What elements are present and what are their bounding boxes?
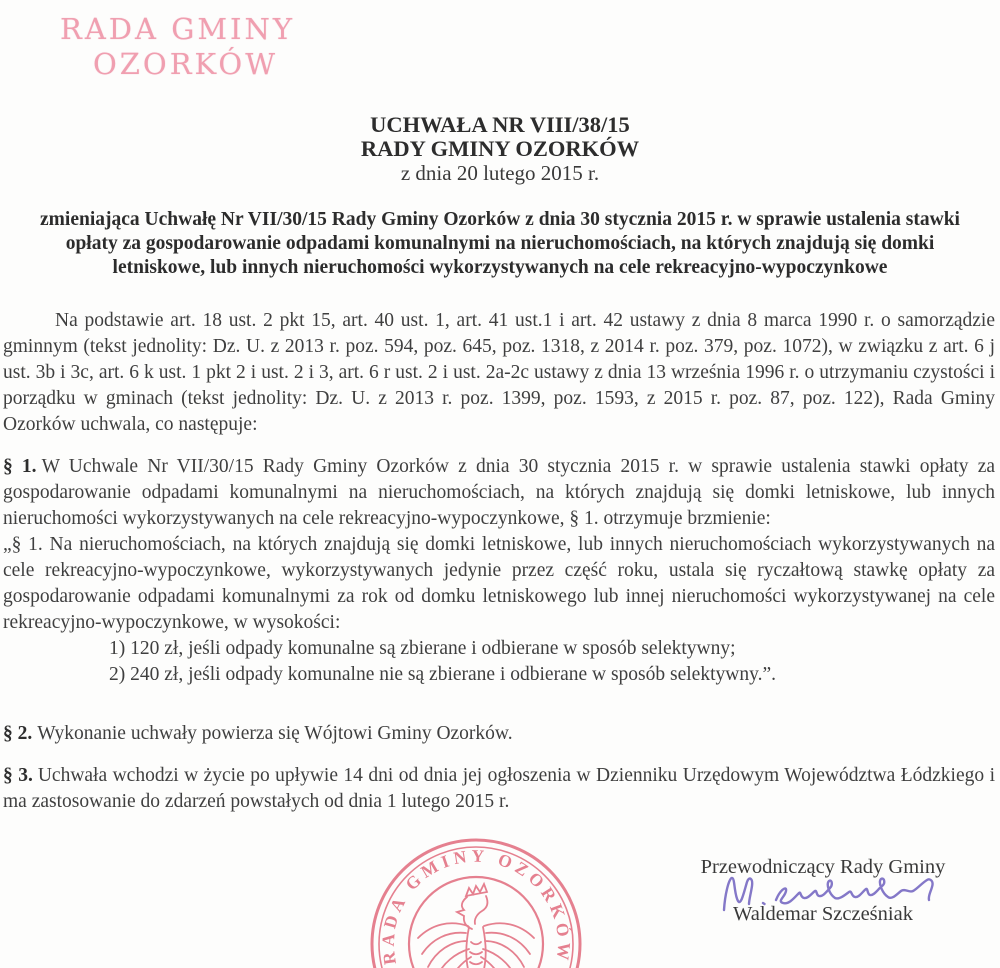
section-3-text: Uchwała wchodzi w życie po upływie 14 dni od dnia jej ogłoszenia w Dzienniku Urzędowym Województwa Łódzkiego i ma zastosowanie do zdarzeń powstałych od dnia 1 lutego 2015 r. bbox=[3, 765, 995, 812]
section-1-item-2: 2) 240 zł, jeśli odpady komunalne nie są zbierane i odbierane w sposób selektywny.”. bbox=[109, 664, 776, 685]
section-1-text: W Uchwale Nr VII/30/15 Rady Gminy Ozorków z dnia 30 stycznia 2015 r. w sprawie ustalenia stawki opłaty za gospodarowanie odpadami komunalnymi na nieruchomościach, na których znajdują się domki letniskowe, lub innych nieruchomości wykorzystywanych na cele rekreacyjno-wypoczynkowe, § 1. otrzymuje brzmienie: bbox=[3, 456, 996, 529]
section-3-label: § 3. bbox=[3, 765, 33, 786]
handwritten-signature bbox=[716, 870, 944, 916]
resolution-authority: RADY GMINY OZORKÓW bbox=[360, 136, 640, 161]
resolution-subject: zmieniająca Uchwałę Nr VII/30/15 Rady Gminy Ozorków z dnia 30 stycznia 2015 r. w sprawie ustalenia stawki opłaty za gospodarowanie odpadami komunalnymi na nieruchomościach, na których znajdują się domki letniskowe, lub innych nieruchomości wykorzystywanych na cele rekreacyjno-wypoczynkowe bbox=[40, 209, 960, 278]
section-2-label: § 2. bbox=[3, 723, 33, 744]
legal-basis-paragraph: Na podstawie art. 18 ust. 2 pkt 15, art. 40 ust. 1, art. 41 ust.1 i art. 42 ustawy z dnia 8 marca 1990 r. o samorządzie gminnym (tekst jednolity: Dz. U. z 2013 r. poz. 594, poz. 645, poz. 1318, z 2014 r. poz. 379, poz. 1072), w związku z art. 6 j ust. 3b i 3c, art. 6 k ust. 1 pkt 2 i ust. 2 i 3, art. 6 r ust. 2 i ust. 2a-2c ustawy z dnia 13 września 1996 r. o utrzymaniu czystości i porządku w gminach (tekst jednolity: Dz. U. z 2013 r. poz. 1399, poz. 1593, z 2015 r. poz. 87, poz. 122), Rada Gminy Ozorków uchwala, co następuje: bbox=[3, 310, 995, 435]
stamp-line-2: OZORKÓW bbox=[93, 47, 279, 81]
section-1-paragraph bbox=[3, 454, 995, 532]
resolution-date: z dnia 20 lutego 2015 r. bbox=[400, 161, 600, 185]
seal-text: RADA GMINY OZORKÓW bbox=[377, 845, 575, 966]
seal-graphic bbox=[366, 834, 586, 968]
section-1-item-1: 1) 120 zł, jeśli odpady komunalne są zbierane i odbierane w sposób selektywny; bbox=[109, 638, 736, 659]
svg-text:RADA GMINY OZORKÓW bbox=[378, 846, 575, 966]
eagle-emblem-icon bbox=[418, 884, 534, 968]
section-2-text: Wykonanie uchwały powierza się Wójtowi Gminy Ozorków. bbox=[37, 723, 513, 744]
signatory-title: Przewodniczący Rady Gminy bbox=[700, 856, 946, 878]
section-1-quote: „§ 1. Na nieruchomościach, na których znajdują się domki letniskowe, lub innych nieruchomościach wykorzystywanych na cele rekreacyjno-wypoczynkowe, wykorzystywanych jedynie przez część roku, ustala się ryczałtową stawkę opłaty za gospodarowanie odpadami komunalnymi za rok od domku letniskowego lub innej nieruchomości wykorzystywanej na cele rekreacyjno-wypoczynkowe, w wysokości: bbox=[3, 534, 995, 633]
stamp-line-1: RADA GMINY bbox=[60, 12, 296, 46]
section-2 bbox=[3, 721, 995, 747]
section-3 bbox=[3, 763, 995, 815]
official-round-seal bbox=[366, 834, 586, 968]
signature-block bbox=[690, 856, 956, 956]
section-1-label: § 1. bbox=[3, 456, 37, 477]
resolution-title-block bbox=[0, 113, 1000, 185]
section-1 bbox=[3, 454, 995, 688]
office-stamp bbox=[60, 12, 295, 82]
signatory-name: Waldemar Szcześniak bbox=[733, 903, 913, 925]
resolution-number: UCHWAŁA NR VIII/38/15 bbox=[370, 112, 630, 137]
